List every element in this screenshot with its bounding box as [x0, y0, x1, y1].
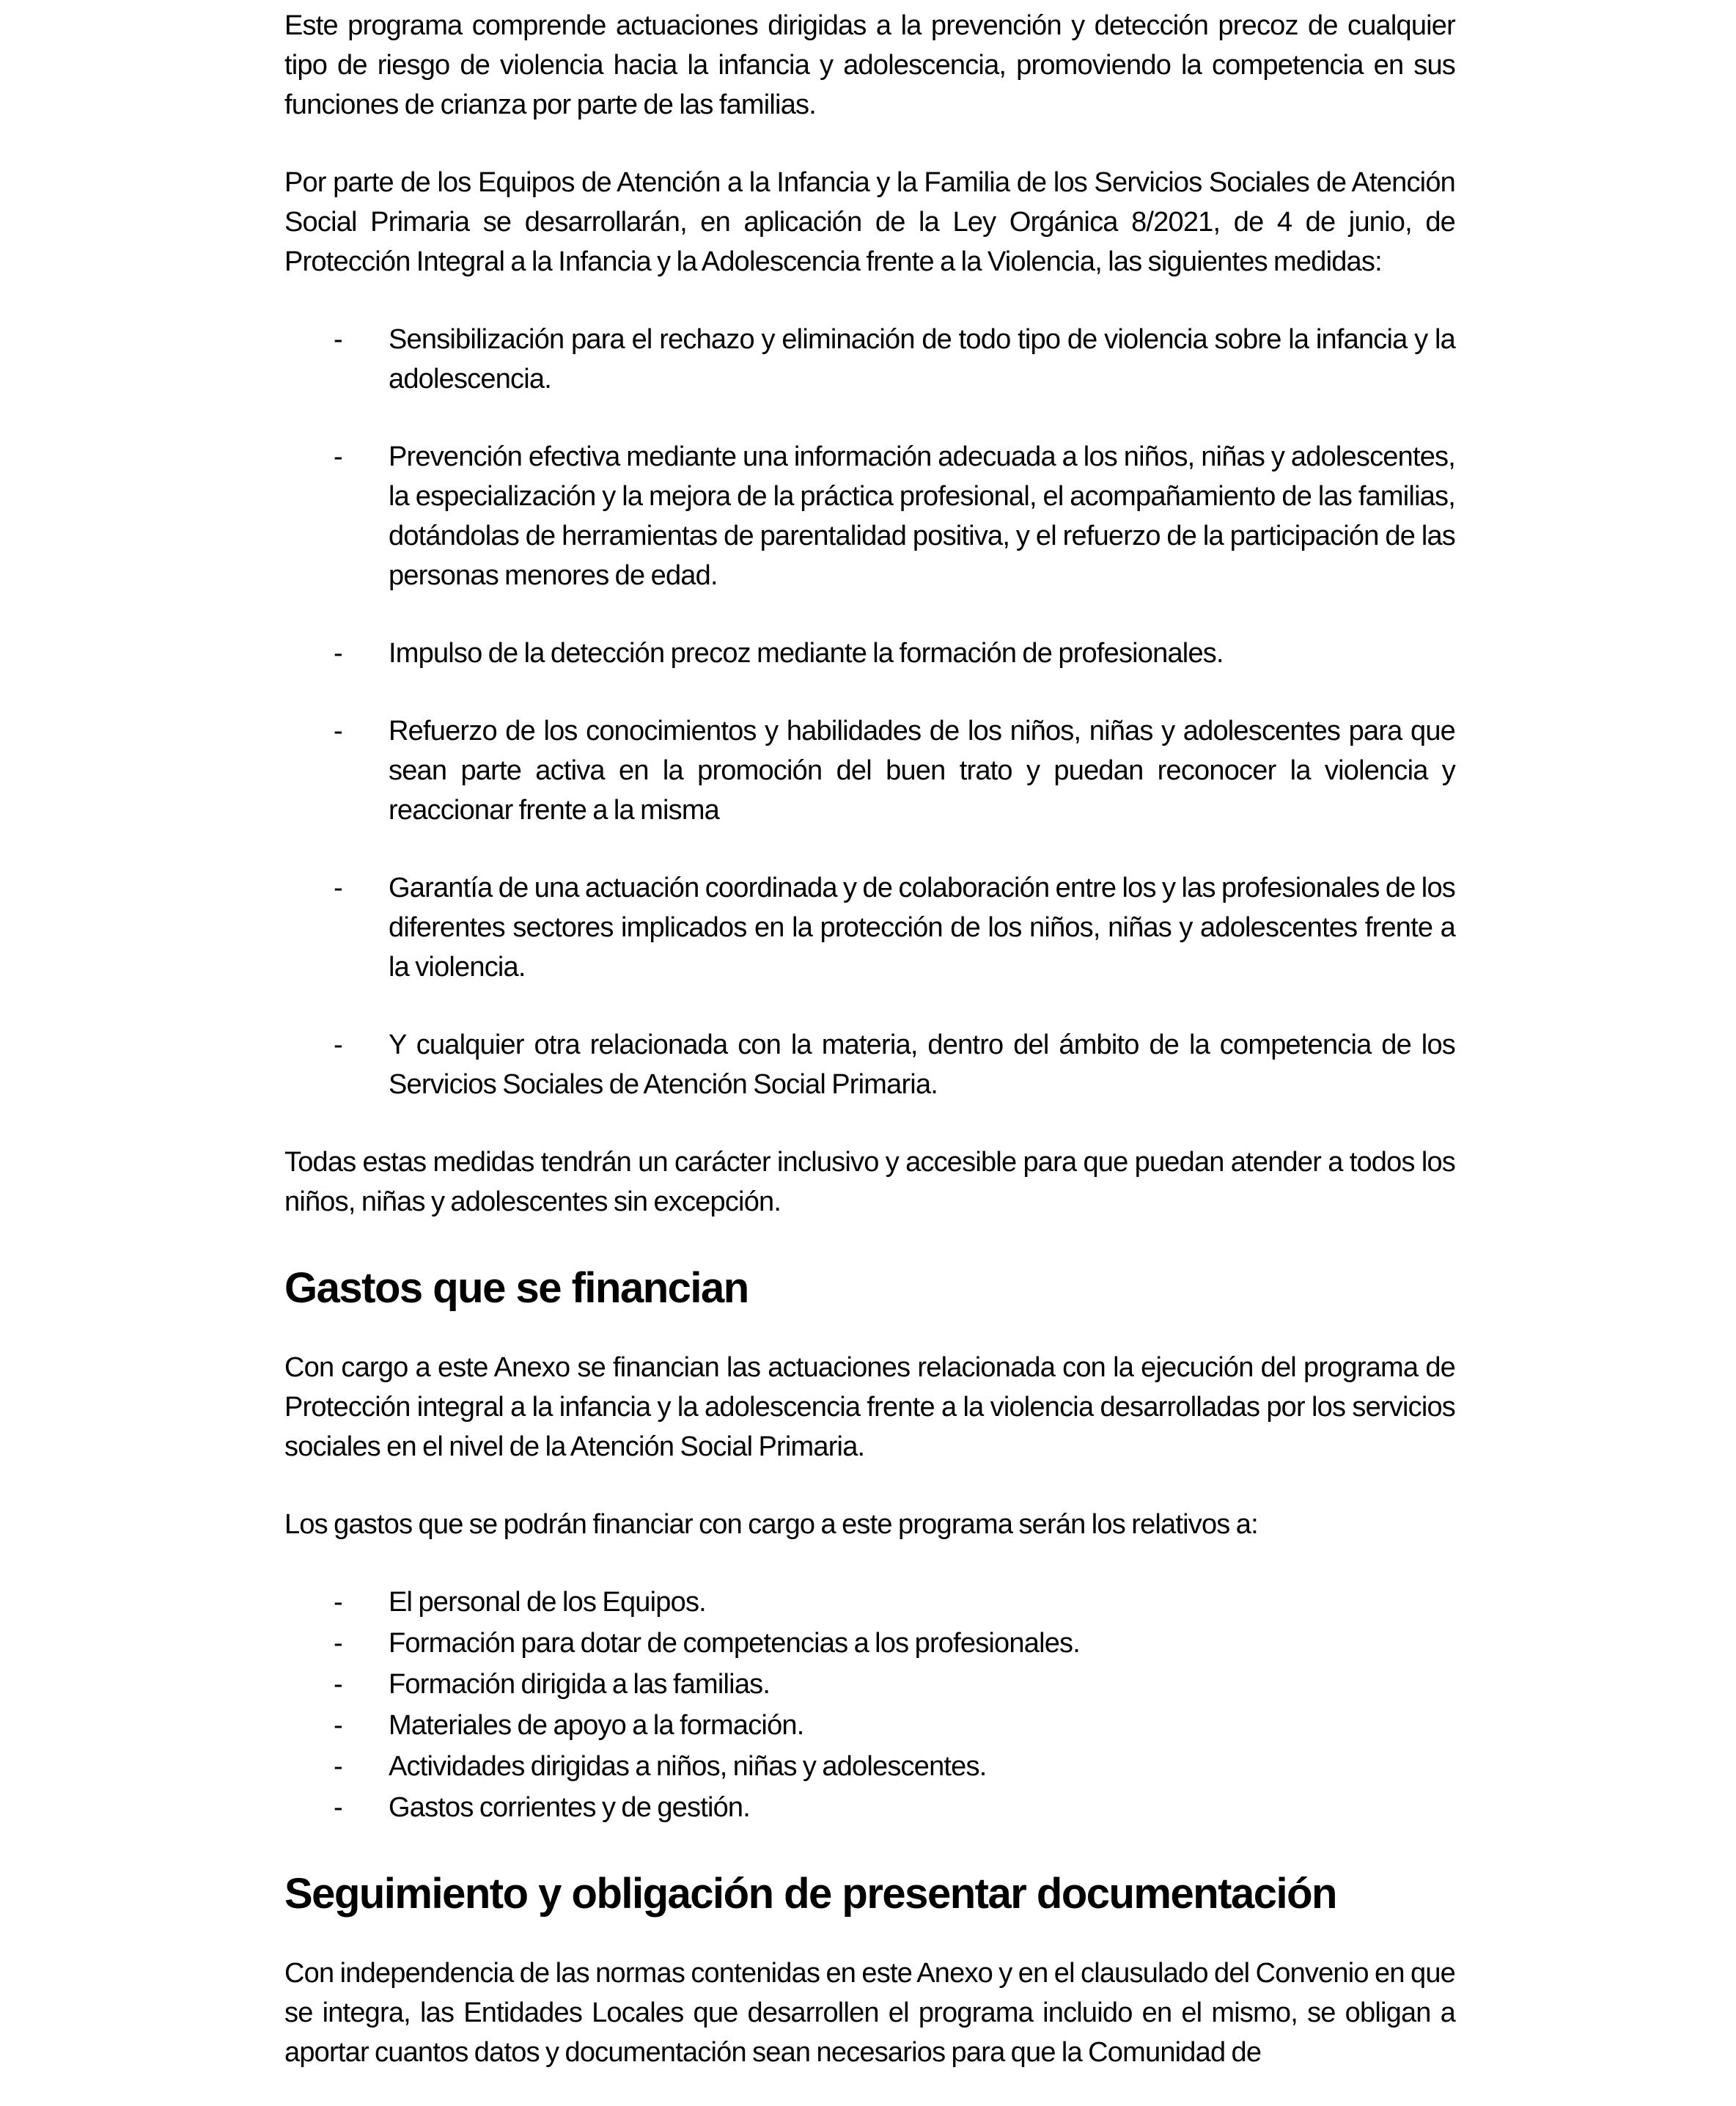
list-item-text: El personal de los Equipos. — [389, 1587, 706, 1618]
list-item — [284, 1706, 1455, 1745]
bullet-marker: - — [334, 1628, 342, 1659]
list-item-text: Y cualquier otra relacionada con la materia, dentro del ámbito de la competencia de los Servicios Sociales de Atención Social Primaria. — [389, 1030, 1455, 1100]
intro-paragraph-2: Por parte de los Equipos de Atención a la Infancia y la Familia de los Servicios Sociales de Atención Social Primaria se desarrollarán, en aplicación de la Ley Orgánica 8/2021, de 4 de junio, de Protección Integral a la Infancia y la Adolescencia frente a la Violencia, las siguientes medidas: — [284, 167, 1455, 277]
measures-list — [284, 320, 1455, 1104]
bullet-marker: - — [334, 1669, 342, 1700]
list-item — [284, 1665, 1455, 1704]
list-item — [284, 634, 1455, 673]
list-item-text: Formación dirigida a las familias. — [389, 1669, 770, 1700]
bullet-marker: - — [334, 638, 342, 669]
gastos-paragraph-1: Con cargo a este Anexo se financian las actuaciones relacionada con la ejecución del programa de Protección integral a la infancia y la adolescencia frente a la violencia desarrolladas por los servicios sociales en el nivel de la Atención Social Primaria. — [284, 1352, 1455, 1462]
list-item-text: Gastos corrientes y de gestión. — [389, 1792, 751, 1823]
intro-paragraph-1: Este programa comprende actuaciones dirigidas a la prevención y detección precoz de cualquier tipo de riesgo de violencia hacia la infancia y adolescencia, promoviendo la competencia en sus funciones de crianza por parte de las familias. — [284, 10, 1455, 120]
list-item — [284, 1788, 1455, 1827]
list-item — [284, 711, 1455, 830]
bullet-marker: - — [334, 716, 342, 746]
list-item-text: Materiales de apoyo a la formación. — [389, 1710, 804, 1741]
expenses-list — [284, 1582, 1455, 1827]
bullet-marker: - — [334, 441, 342, 472]
section-heading-gastos: Gastos que se financian — [284, 1264, 749, 1312]
closing-paragraph: Todas estas medidas tendrán un carácter inclusivo y accesible para que puedan atender a todos los niños, niñas y adolescentes sin excepción. — [284, 1147, 1455, 1217]
list-item-text: Prevención efectiva mediante una información adecuada a los niños, niñas y adolescentes, la especialización y la mejora de la práctica profesional, el acompañamiento de las familias, dotándolas de herramientas de parentalidad positiva, y el refuerzo de la participación de las personas menores de edad. — [389, 441, 1455, 591]
list-item — [284, 1025, 1455, 1104]
list-item — [284, 1747, 1455, 1786]
list-item — [284, 1582, 1455, 1622]
list-item — [284, 868, 1455, 987]
gastos-paragraph-2: Los gastos que se podrán financiar con cargo a este programa serán los relativos a: — [284, 1509, 1258, 1540]
seguimiento-paragraph-1: Con independencia de las normas contenidas en este Anexo y en el clausulado del Convenio en que se integra, las Entidades Locales que desarrollen el programa incluido en el mismo, se obligan a aportar cuantos datos y documentación sean necesarios para que la Comunidad de — [284, 1958, 1455, 2068]
section-heading-seguimiento: Seguimiento y obligación de presentar documentación — [284, 1870, 1336, 1918]
bullet-marker: - — [334, 1751, 342, 1782]
bullet-marker: - — [334, 873, 342, 903]
bullet-marker: - — [334, 1587, 342, 1618]
list-item — [284, 1623, 1455, 1663]
list-item-text: Formación para dotar de competencias a los profesionales. — [389, 1628, 1080, 1659]
bullet-marker: - — [334, 1792, 342, 1823]
bullet-marker: - — [334, 1030, 342, 1060]
list-item-text: Garantía de una actuación coordinada y de colaboración entre los y las profesionales de los diferentes sectores implicados en la protección de los niños, niñas y adolescentes frente a la violencia. — [389, 873, 1455, 983]
bullet-marker: - — [334, 1710, 342, 1741]
bullet-marker: - — [334, 324, 342, 355]
list-item-text: Impulso de la detección precoz mediante la formación de profesionales. — [389, 638, 1224, 669]
list-item — [284, 437, 1455, 595]
list-item-text: Refuerzo de los conocimientos y habilidades de los niños, niñas y adolescentes para que sean parte activa en la promoción del buen trato y puedan reconocer la violencia y reaccionar frente a la misma — [389, 716, 1455, 826]
list-item-text: Actividades dirigidas a niños, niñas y adolescentes. — [389, 1751, 987, 1782]
list-item-text: Sensibilización para el rechazo y eliminación de todo tipo de violencia sobre la infancia y la adolescencia. — [389, 324, 1455, 395]
list-item — [284, 320, 1455, 399]
